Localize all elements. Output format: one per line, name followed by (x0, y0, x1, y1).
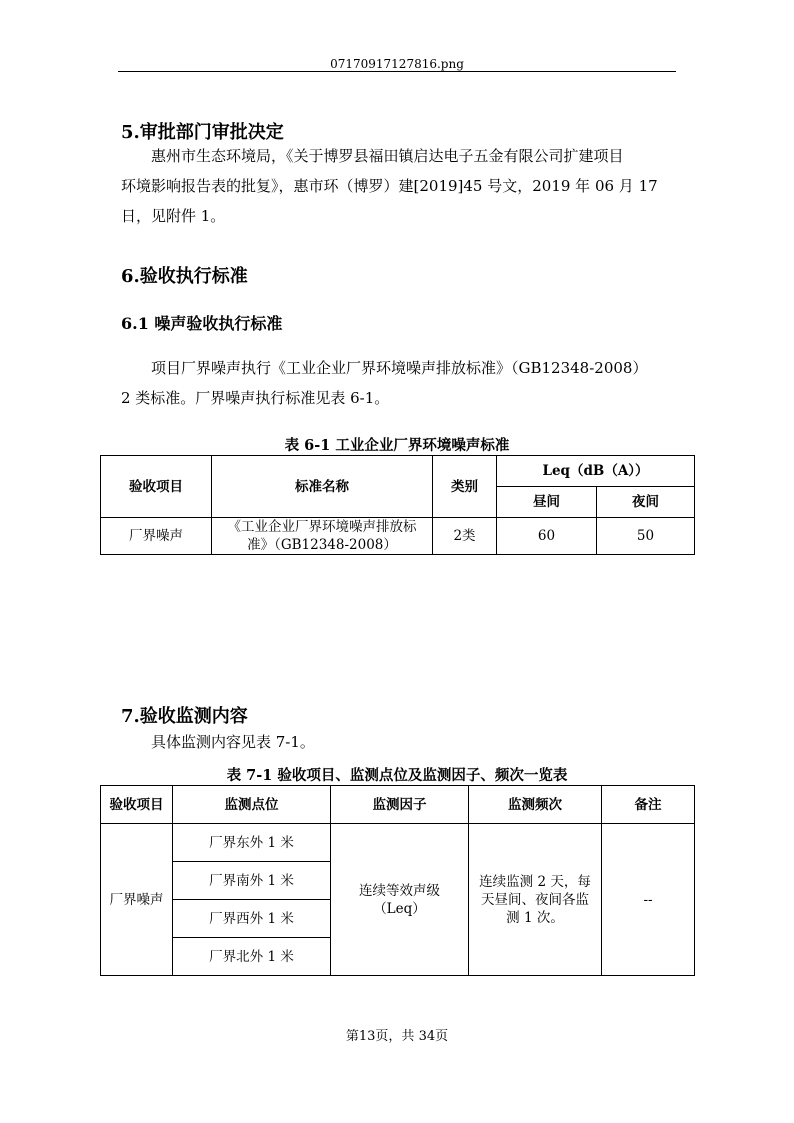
table-7-1-header-remark: 备注 (602, 786, 695, 824)
table-7-1-header-factor: 监测因子 (331, 786, 469, 824)
section-5-line-2: 环境影响报告表的批复》，惠市环（博罗）建[2019]45 号文，2019 年 06 月 17 (121, 177, 658, 195)
table-7-1-factor-line-2: （Leq） (373, 900, 426, 917)
section-6-1-title: 6.1 噪声验收执行标准 (121, 314, 283, 333)
table-6-1-caption: 表 6-1 工业企业厂界环境噪声标准 (284, 437, 510, 454)
section-7-line-1: 具体监测内容见表 7-1。 (151, 733, 315, 751)
table-6-1-header-night: 夜间 (597, 487, 695, 518)
table-6-1-standard-line-1: 《工业企业厂界环境噪声排放标 (227, 519, 417, 535)
table-7-1-frequency-line-3: 测 1 次。 (506, 909, 564, 926)
section-7-title: 7.验收监测内容 (121, 706, 248, 727)
table-7-1-caption: 表 7-1 验收项目、监测点位及监测因子、频次一览表 (226, 767, 568, 784)
section-5-title: 5.审批部门审批决定 (121, 122, 284, 143)
table-7-1-cell-factor (331, 824, 469, 976)
table-6-1-cell-standard (212, 518, 433, 555)
section-5-line-3: 日，见附件 1。 (121, 207, 226, 225)
table-7-1-cell-frequency (469, 824, 602, 976)
table-7-1-cell-item: 厂界噪声 (101, 824, 173, 976)
table-6-1-header-standard: 标准名称 (212, 456, 433, 518)
table-row (101, 518, 695, 555)
table-6-1-standard-line-2: 准》（GB12348-2008） (247, 537, 397, 553)
table-6-1-header-category: 类别 (433, 456, 497, 518)
table-7-1-header-item: 验收项目 (101, 786, 173, 824)
table-7-1-header-point: 监测点位 (173, 786, 331, 824)
table-7-1-frequency-line-2: 天昼间、夜间各监 (481, 891, 589, 908)
table-7-1-point-south: 厂界南外 1 米 (173, 862, 331, 900)
section-6-line-2: 2 类标准。厂界噪声执行标准见表 6-1。 (121, 389, 390, 407)
table-7-1 (100, 785, 695, 976)
table-row (101, 824, 695, 862)
table-7-1-header-frequency: 监测频次 (469, 786, 602, 824)
header-rule (118, 71, 676, 72)
section-6-title: 6.验收执行标准 (121, 266, 248, 287)
table-6-1-cell-category: 2类 (433, 518, 497, 555)
table-7-1-point-west: 厂界西外 1 米 (173, 900, 331, 938)
table-7-1-frequency-line-1: 连续监测 2 天，每 (479, 873, 591, 890)
table-7-1-factor-line-1: 连续等效声级 (359, 882, 440, 899)
page-number: 第13页，共 34页 (345, 1029, 449, 1044)
table-6-1 (100, 455, 695, 555)
table-6-1-cell-day: 60 (497, 518, 597, 555)
table-7-1-cell-remark: -- (602, 824, 695, 976)
table-6-1-header-item: 验收项目 (101, 456, 212, 518)
table-6-1-header-leq: Leq（dB（A）） (497, 456, 695, 487)
section-5-line-1: 惠州市生态环境局，《关于博罗县福田镇启达电子五金有限公司扩建项目 (151, 147, 624, 165)
table-7-1-point-east: 厂界东外 1 米 (173, 824, 331, 862)
section-6-line-1: 项目厂界噪声执行《工业企业厂界环境噪声排放标准》（GB12348-2008） (151, 359, 648, 377)
table-7-1-point-north: 厂界北外 1 米 (173, 938, 331, 976)
table-6-1-cell-item: 厂界噪声 (101, 518, 212, 555)
table-6-1-cell-night: 50 (597, 518, 695, 555)
table-6-1-header-day: 昼间 (497, 487, 597, 518)
header-filename: 07170917127816.png (330, 57, 464, 71)
